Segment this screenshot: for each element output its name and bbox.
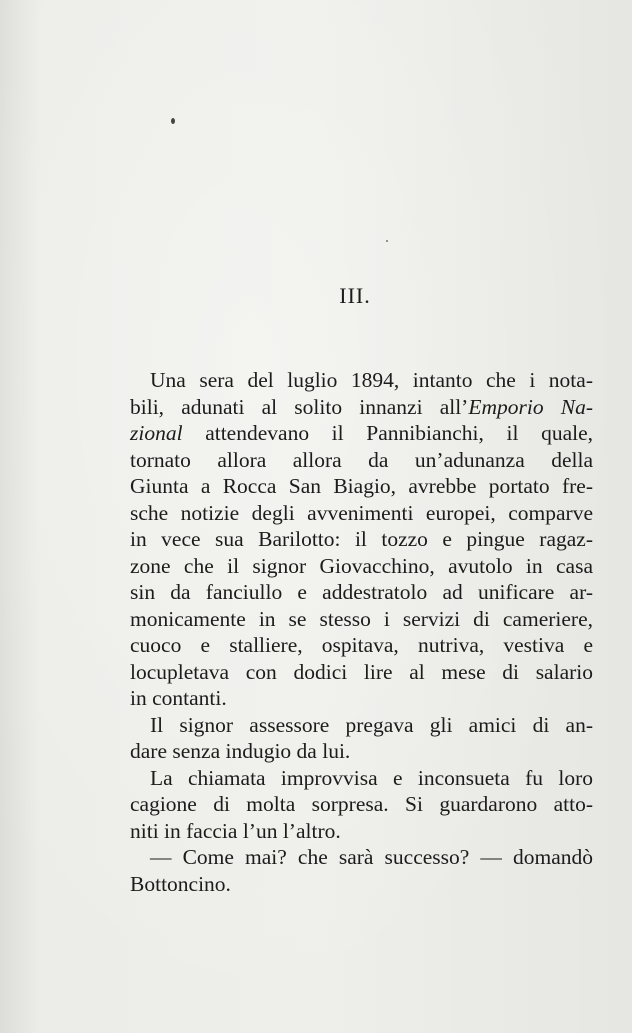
text-line: zone che il signor Giovacchino, avutolo in casa — [130, 553, 593, 578]
text-line: Giunta a Rocca San Biagio, avrebbe portato fre- — [130, 474, 593, 498]
text-line: in contanti. — [130, 686, 227, 710]
text-line: cuoco e stalliere, ospitava, nutriva, vestiva e — [130, 633, 593, 657]
text-line: Bottoncino. — [130, 871, 231, 896]
ink-speck — [171, 118, 175, 124]
body-text — [130, 367, 593, 897]
chapter-heading: III. — [339, 283, 371, 308]
text-line: sin da fanciullo e addestratolo ad unificare ar- — [130, 580, 593, 604]
text-line: cagione di molta sorpresa. Si guardarono atto- — [130, 792, 593, 816]
text-line: — Come mai? che sarà successo? — domandò — [150, 845, 593, 869]
text-line: La chiamata improvvisa e inconsueta fu loro — [150, 765, 593, 790]
text-line: locupletava con dodici lire al mese di salario — [130, 659, 593, 684]
text-line: zional attendevano il Pannibianchi, il quale, — [130, 421, 593, 445]
text-line: niti in faccia l’un l’altro. — [130, 818, 341, 843]
text-line: Una sera del luglio 1894, intanto che i nota- — [150, 368, 593, 392]
text-line: Il signor assessore pregava gli amici di an- — [150, 712, 593, 737]
text-line: in vece sua Barilotto: il tozzo e pingue ragaz- — [130, 527, 593, 551]
ink-speck — [386, 240, 388, 242]
text-line: tornato allora allora da un’adunanza della — [130, 447, 593, 472]
text-line: monicamente in se stesso i servizi di cameriere, — [130, 606, 593, 631]
text-line: sche notizie degli avvenimenti europei, comparve — [130, 500, 593, 525]
text-line: bili, adunati al solito innanzi all’Emporio Na- — [130, 394, 593, 419]
text-line: dare senza indugio da lui. — [130, 739, 351, 763]
